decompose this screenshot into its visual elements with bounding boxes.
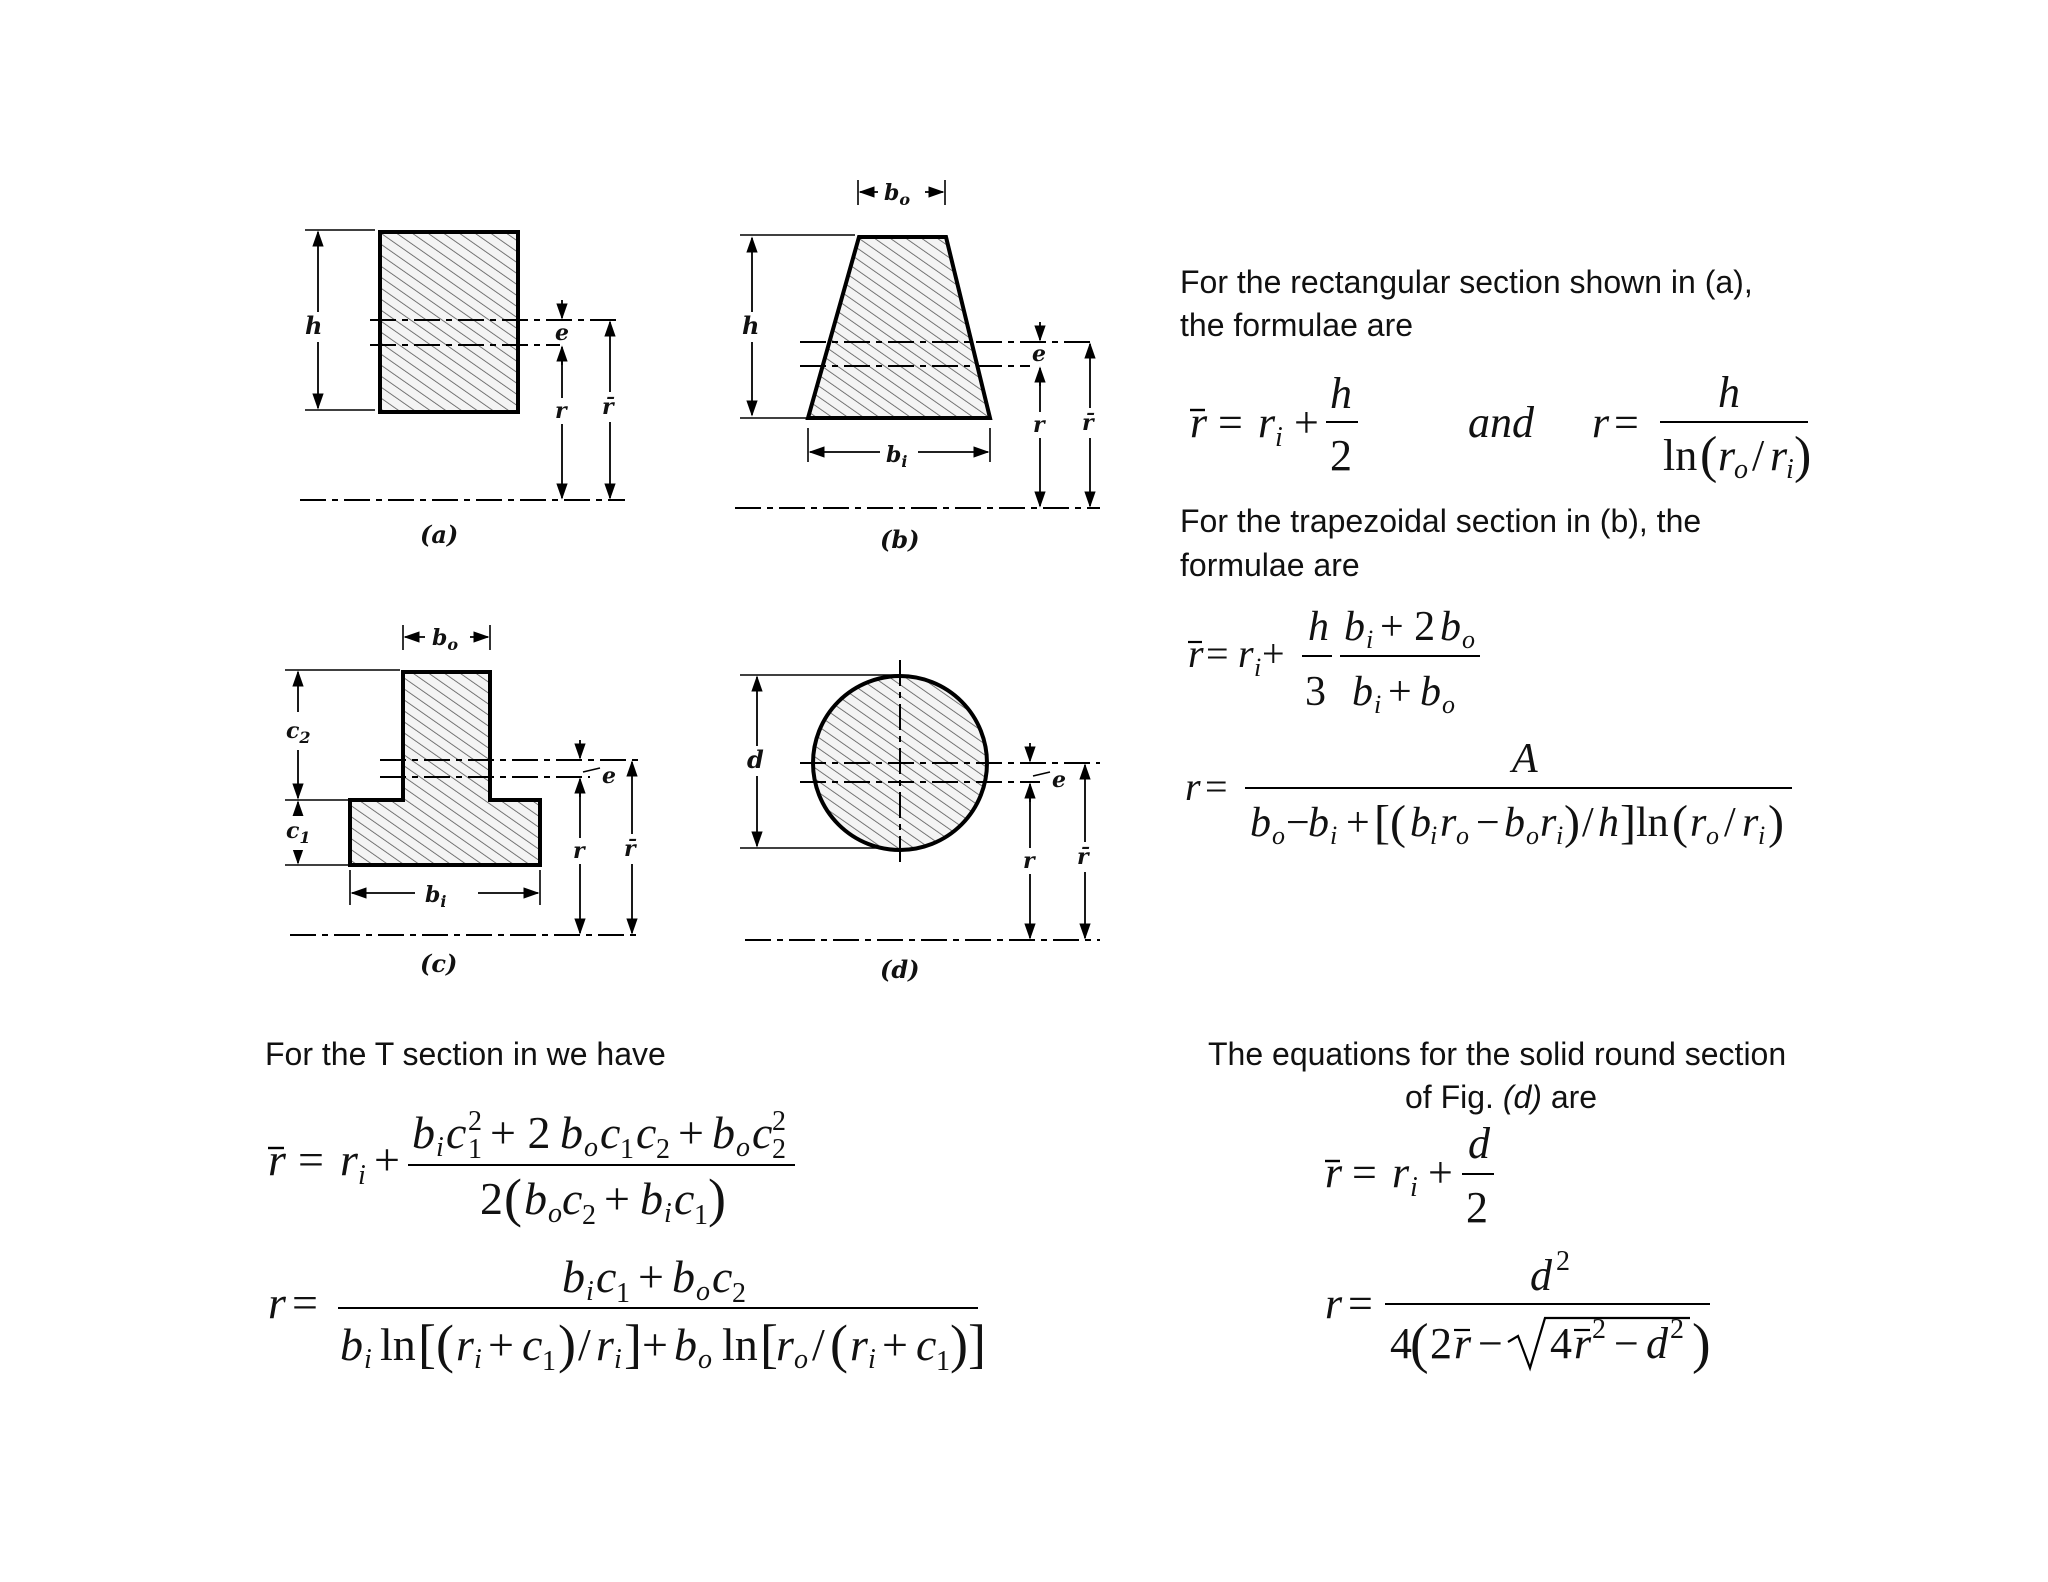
svg-text:c: c	[522, 1319, 543, 1370]
svg-text:r: r	[1325, 1279, 1343, 1328]
svg-text:r: r	[1392, 1148, 1410, 1197]
svg-text:+: +	[1294, 398, 1319, 447]
svg-text:c: c	[916, 1319, 937, 1370]
tsection-formula-r	[268, 1251, 986, 1377]
svg-text:c: c	[674, 1173, 695, 1224]
svg-text:r: r	[1718, 431, 1736, 480]
svg-text:c: c	[446, 1107, 467, 1158]
trapezoid-section	[808, 237, 990, 418]
rect-formula-rbar	[1190, 369, 1358, 480]
svg-text:4: 4	[1550, 1319, 1572, 1368]
svg-text:d: d	[1646, 1319, 1668, 1368]
svg-text:[(: [(	[1374, 796, 1406, 849]
svg-text:i: i	[1758, 821, 1766, 850]
svg-text:1: 1	[468, 1134, 482, 1165]
svg-text:/: /	[578, 1319, 591, 1370]
svg-text:=: =	[292, 1277, 318, 1328]
svg-text:o: o	[584, 1132, 598, 1163]
svg-text:o: o	[696, 1276, 710, 1307]
svg-text:−: −	[1476, 800, 1500, 846]
svg-text:): )	[558, 1314, 576, 1374]
svg-text:+: +	[1428, 1148, 1453, 1197]
svg-text:i: i	[474, 1344, 482, 1375]
svg-text:): )	[1692, 1313, 1711, 1375]
svg-text:i: i	[1254, 653, 1262, 682]
svg-text:(: (	[504, 1168, 522, 1228]
svg-text:o: o	[548, 1198, 562, 1229]
svg-text:d: d	[1530, 1251, 1552, 1300]
svg-text:2: 2	[1670, 1314, 1684, 1345]
label-e-a: e	[555, 320, 569, 346]
svg-text:i: i	[1366, 625, 1374, 654]
svg-text:i: i	[664, 1198, 672, 1229]
svg-text:2: 2	[1556, 1246, 1570, 1277]
trap-text-line2: formulae are	[1180, 547, 1360, 583]
svg-text:r: r	[1454, 1319, 1472, 1368]
svg-text:c: c	[636, 1107, 657, 1158]
svg-text:2: 2	[480, 1173, 503, 1224]
trap-formula-rbar	[1188, 604, 1480, 719]
label-bo-b: $b_o$	[884, 180, 911, 209]
svg-text:2: 2	[656, 1134, 670, 1165]
label-r-c: r	[573, 838, 585, 864]
label-rbar-b: r̄	[1082, 410, 1094, 436]
svg-text:c: c	[596, 1251, 617, 1302]
label-rbar-a: r̄	[602, 394, 614, 420]
svg-text:+ 2: + 2	[1380, 604, 1436, 650]
svg-text:+: +	[882, 1319, 908, 1370]
svg-text:): )	[708, 1168, 726, 1228]
svg-text:i: i	[1786, 454, 1794, 485]
svg-text:[: [	[760, 1314, 778, 1374]
svg-text:o: o	[1272, 821, 1285, 850]
label-c1-c: $c_1$	[286, 818, 311, 847]
svg-text:1: 1	[694, 1200, 708, 1231]
svg-text:o: o	[1456, 821, 1469, 850]
svg-text:i: i	[1275, 422, 1283, 453]
svg-text:r: r	[1325, 1148, 1343, 1197]
svg-text:+: +	[638, 1251, 664, 1302]
svg-text:b: b	[1420, 669, 1441, 715]
svg-text:]: ]	[1620, 796, 1636, 849]
svg-text:1: 1	[620, 1134, 634, 1165]
trap-formula-r	[1185, 736, 1792, 850]
svg-text:o: o	[794, 1344, 808, 1375]
svg-text:r: r	[268, 1277, 286, 1328]
svg-text:c: c	[752, 1107, 773, 1158]
svg-text:b: b	[1344, 604, 1365, 650]
svg-text:−: −	[1614, 1319, 1639, 1368]
svg-text:ln: ln	[1663, 431, 1698, 480]
svg-text:r: r	[456, 1319, 474, 1370]
figure-b	[735, 180, 1102, 554]
svg-text:b: b	[560, 1107, 583, 1158]
svg-text:=: =	[1614, 398, 1639, 447]
svg-text:−: −	[1478, 1319, 1503, 1368]
svg-text:+: +	[374, 1134, 400, 1185]
svg-text:(: (	[1410, 1313, 1429, 1375]
svg-text:r: r	[1770, 431, 1788, 480]
svg-text:): )	[1794, 427, 1812, 484]
svg-text:+: +	[1262, 631, 1285, 676]
label-h-b: h	[742, 311, 760, 340]
round-text-line1: The equations for the solid round section	[1208, 1036, 1787, 1072]
svg-text:2: 2	[1592, 1314, 1606, 1345]
svg-text:2: 2	[772, 1134, 786, 1165]
svg-text:2: 2	[772, 1106, 786, 1137]
svg-text:b: b	[1352, 669, 1373, 715]
caption-b: (b)	[880, 525, 920, 554]
svg-text:=: =	[298, 1134, 324, 1185]
rect-formula-r	[1592, 368, 1811, 485]
svg-text:2: 2	[732, 1278, 746, 1309]
svg-text:o: o	[1526, 821, 1539, 850]
svg-text:b: b	[1504, 800, 1525, 846]
svg-text:(: (	[1672, 796, 1688, 849]
svg-text:c: c	[562, 1173, 583, 1224]
svg-text:r: r	[1440, 800, 1457, 846]
svg-text:b: b	[672, 1251, 695, 1302]
svg-text:+: +	[1346, 800, 1370, 846]
label-e-d: e	[1052, 767, 1066, 793]
svg-text:ln: ln	[722, 1319, 758, 1370]
label-h-a: h	[305, 311, 323, 340]
label-rbar-c: r̄	[624, 836, 636, 862]
svg-text:/: /	[1582, 800, 1594, 846]
svg-text:r: r	[1574, 1319, 1592, 1368]
svg-text:2: 2	[1466, 1183, 1488, 1232]
svg-text:o: o	[1706, 821, 1719, 850]
svg-text:2: 2	[468, 1106, 482, 1137]
svg-text:b: b	[712, 1107, 735, 1158]
svg-text:b: b	[1410, 800, 1431, 846]
trap-text-line1: For the trapezoidal section in (b), the	[1180, 503, 1702, 539]
svg-text:=: =	[1205, 764, 1228, 809]
svg-text:ln: ln	[1636, 800, 1669, 846]
svg-text:1: 1	[542, 1346, 556, 1377]
svg-text:i: i	[364, 1344, 372, 1375]
svg-text:o: o	[1462, 625, 1475, 654]
svg-text:o: o	[698, 1344, 712, 1375]
svg-text:(: (	[1700, 427, 1718, 484]
rect-text-line1: For the rectangular section shown in (a),	[1180, 264, 1753, 300]
svg-text:+: +	[678, 1107, 704, 1158]
t-section	[350, 672, 540, 865]
svg-text:=: =	[1352, 1148, 1377, 1197]
svg-text:r: r	[340, 1134, 358, 1185]
svg-text:b: b	[674, 1319, 697, 1370]
figure-c	[284, 625, 644, 978]
svg-text:4: 4	[1390, 1319, 1412, 1368]
svg-text:2: 2	[582, 1200, 596, 1231]
svg-text:+: +	[642, 1319, 668, 1370]
caption-c: (c)	[420, 949, 458, 978]
svg-text:r: r	[850, 1319, 868, 1370]
caption-a: (a)	[420, 520, 459, 549]
svg-text:=: =	[1206, 631, 1229, 676]
and-word: and	[1468, 398, 1534, 447]
svg-text:c: c	[712, 1251, 733, 1302]
label-bi-b: $b_i$	[886, 442, 908, 471]
svg-text:h: h	[1330, 369, 1352, 418]
svg-text:h: h	[1718, 368, 1740, 417]
svg-text:r: r	[1592, 398, 1610, 447]
svg-text:=: =	[1348, 1279, 1373, 1328]
svg-text:+: +	[1388, 669, 1412, 715]
svg-text:r: r	[1540, 800, 1557, 846]
svg-text:i: i	[586, 1276, 594, 1307]
svg-text:]: ]	[624, 1314, 642, 1374]
svg-text:1: 1	[616, 1278, 630, 1309]
round-text-line2: of Fig. (d) are	[1405, 1079, 1598, 1115]
rect-text-line2: the formulae are	[1180, 307, 1414, 343]
svg-text:i: i	[614, 1344, 622, 1375]
round-formula-r	[1325, 1246, 1711, 1375]
svg-text:/: /	[1752, 431, 1765, 480]
svg-text:+: +	[604, 1173, 630, 1224]
svg-text:/: /	[812, 1319, 825, 1370]
svg-text:b: b	[524, 1173, 547, 1224]
svg-text:r: r	[268, 1134, 286, 1185]
svg-text:): )	[1768, 796, 1784, 849]
svg-text:i: i	[436, 1132, 444, 1163]
svg-text:2: 2	[1430, 1319, 1452, 1368]
svg-text:b: b	[1440, 604, 1461, 650]
label-d-d: d	[747, 745, 764, 774]
svg-text:A: A	[1512, 736, 1538, 782]
svg-text:+ 2: + 2	[490, 1107, 551, 1158]
label-e-b: e	[1032, 341, 1046, 367]
label-bi-c: $b_i$	[425, 882, 447, 911]
svg-text:o: o	[1734, 454, 1748, 485]
svg-text:i: i	[1374, 690, 1382, 719]
svg-text:r: r	[596, 1319, 614, 1370]
svg-text:ln: ln	[380, 1319, 416, 1370]
svg-text:i: i	[868, 1344, 876, 1375]
svg-text:r: r	[1690, 800, 1707, 846]
svg-text:b: b	[340, 1319, 363, 1370]
svg-text:r: r	[1185, 764, 1201, 809]
label-rbar-d: r̄	[1077, 844, 1089, 870]
svg-text:3: 3	[1305, 669, 1326, 715]
svg-text:i: i	[1410, 1172, 1418, 1203]
label-r-d: r	[1023, 848, 1035, 874]
label-e-c: e	[602, 763, 616, 789]
svg-text:): )	[1564, 796, 1580, 849]
svg-text:=: =	[1218, 398, 1243, 447]
caption-d: (d)	[880, 955, 920, 984]
svg-text:c: c	[600, 1107, 621, 1158]
svg-text:i: i	[1430, 821, 1438, 850]
svg-text:r: r	[1238, 631, 1254, 676]
svg-text:b: b	[412, 1107, 435, 1158]
svg-text:r: r	[1188, 631, 1204, 676]
svg-text:+: +	[488, 1319, 514, 1370]
svg-text:r: r	[1190, 398, 1208, 447]
svg-text:b: b	[1250, 800, 1271, 846]
label-r-a: r	[555, 398, 567, 424]
svg-text:o: o	[736, 1132, 750, 1163]
svg-text:o: o	[1442, 690, 1455, 719]
svg-text:r: r	[776, 1319, 794, 1370]
svg-text:2: 2	[1330, 431, 1352, 480]
svg-text:h: h	[1598, 800, 1619, 846]
svg-text:b: b	[640, 1173, 663, 1224]
svg-text:i: i	[1556, 821, 1564, 850]
svg-text:[(: [(	[418, 1314, 454, 1374]
svg-text:r: r	[1258, 398, 1276, 447]
svg-text:b: b	[562, 1251, 585, 1302]
svg-text:i: i	[358, 1160, 366, 1191]
svg-text:1: 1	[936, 1346, 950, 1377]
round-formula-rbar	[1325, 1119, 1494, 1232]
figure-d	[740, 660, 1100, 984]
svg-text:h: h	[1308, 604, 1329, 650]
label-r-b: r	[1033, 412, 1045, 438]
svg-text:(: (	[830, 1314, 848, 1374]
svg-text:−: −	[1286, 800, 1310, 846]
label-bo-c: $b_o$	[432, 625, 459, 654]
svg-text:i: i	[1330, 821, 1338, 850]
figure-a	[298, 230, 625, 549]
svg-text:r: r	[1742, 800, 1759, 846]
svg-text:/: /	[1724, 800, 1736, 846]
tsection-text: For the T section in we have	[265, 1036, 666, 1072]
label-c2-c: $c_2$	[286, 718, 311, 747]
tsection-formula-rbar	[268, 1106, 795, 1231]
rect-section	[380, 232, 518, 412]
svg-text:)]: )]	[950, 1314, 986, 1374]
svg-text:d: d	[1468, 1119, 1490, 1168]
svg-text:b: b	[1308, 800, 1329, 846]
